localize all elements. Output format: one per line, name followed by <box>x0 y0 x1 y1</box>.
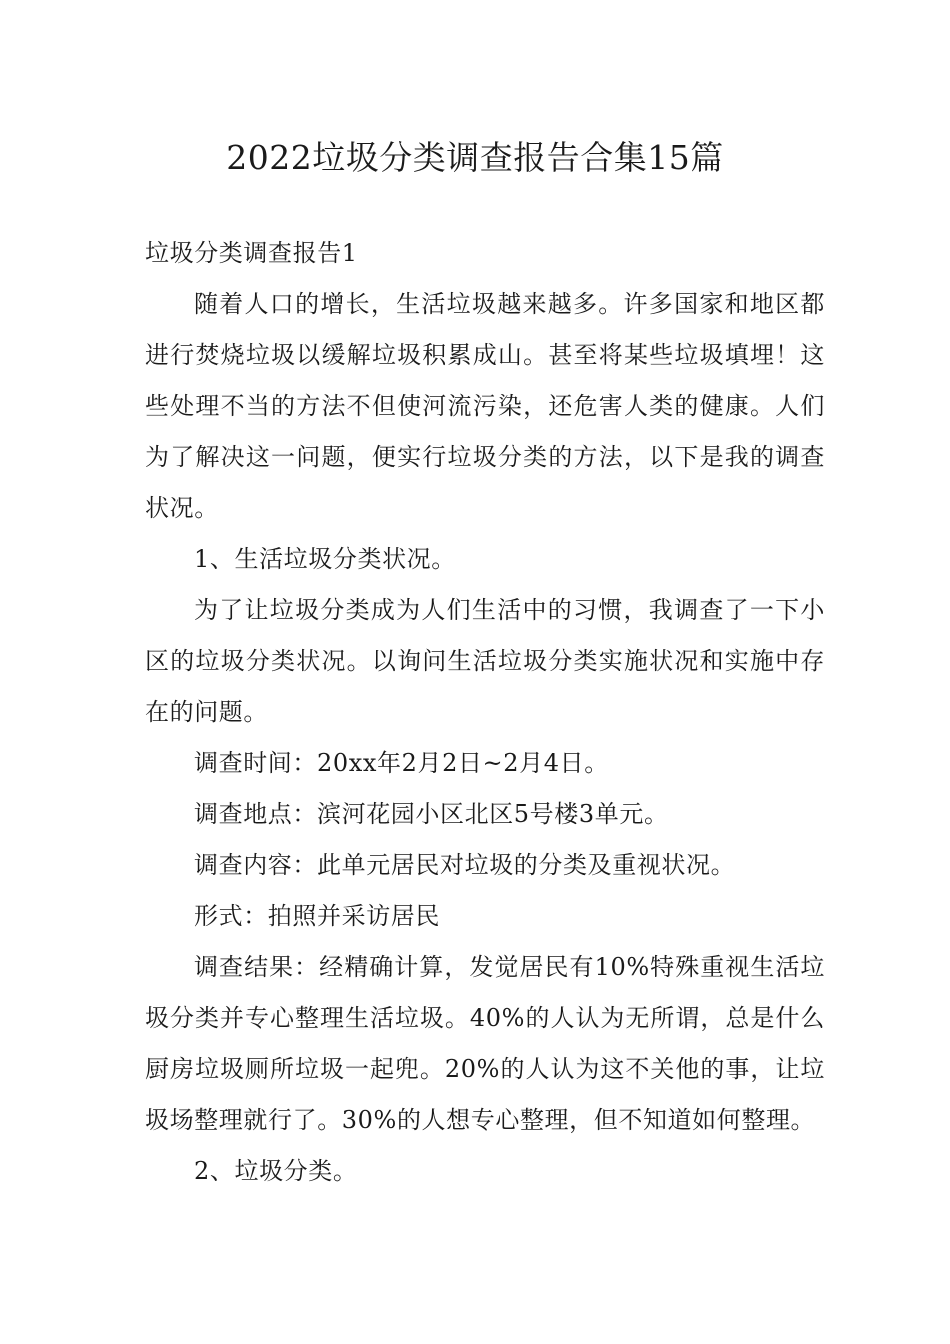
section-heading: 垃圾分类调查报告1 <box>145 239 358 267</box>
paragraph-survey-result: 调查结果：经精确计算，发觉居民有10%特殊重视生活垃圾分类并专心整理生活垃圾。40%的人认为无所谓，总是什么厨房垃圾厕所垃圾一起兜。20%的人认为这不关他的事，让垃圾场整理就行了。30%的人想专心整理，但不知道如何整理。 <box>145 953 825 1134</box>
paragraph-purpose: 为了让垃圾分类成为人们生活中的习惯，我调查了一下小区的垃圾分类状况。以询问生活垃圾分类实施状况和实施中存在的问题。 <box>145 596 825 726</box>
document-body <box>145 228 825 1197</box>
paragraph-survey-form: 形式：拍照并采访居民 <box>194 902 440 930</box>
paragraph-survey-content: 调查内容：此单元居民对垃圾的分类及重视状况。 <box>194 851 736 879</box>
paragraph-heading-1: 1、生活垃圾分类状况。 <box>194 545 456 573</box>
paragraph-survey-time: 调查时间：20xx年2月2日~2月4日。 <box>194 749 609 777</box>
paragraph-intro: 随着人口的增长，生活垃圾越来越多。许多国家和地区都进行焚烧垃圾以缓解垃圾积累成山。甚至将某些垃圾填埋！这些处理不当的方法不但使河流污染，还危害人类的健康。人们为了解决这一问题，便实行垃圾分类的方法，以下是我的调查状况。 <box>145 290 825 522</box>
paragraph-survey-location: 调查地点：滨河花园小区北区5号楼3单元。 <box>194 800 669 828</box>
paragraph-heading-2: 2、垃圾分类。 <box>194 1157 358 1185</box>
document-title: 2022垃圾分类调查报告合集15篇 <box>226 138 724 177</box>
